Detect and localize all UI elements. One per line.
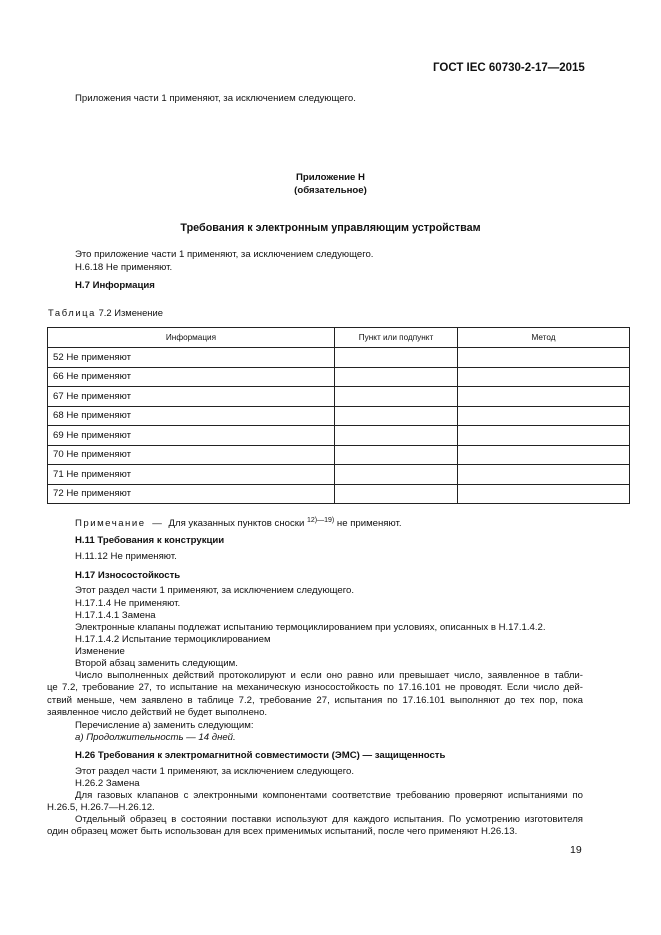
h11-line: Н.11.12 Не применяют. <box>75 551 177 562</box>
h17-line-8: Перечисление a) заменить следующим: <box>75 720 254 731</box>
changes-table <box>47 327 630 504</box>
annex-line-1: Это приложение части 1 применяют, за исключением следующего. <box>75 249 374 260</box>
table-caption-label: Таблица <box>48 307 96 318</box>
table-header-method: Метод <box>458 328 630 348</box>
table-cell-method <box>458 465 630 485</box>
h17-line-6: Изменение <box>75 646 125 657</box>
table-cell-info: 52 Не применяют <box>48 348 335 368</box>
table-cell-clause <box>335 367 458 387</box>
note-tail: не применяют. <box>336 518 402 529</box>
h17-line-4: Электронные клапаны подлежат испытанию термоциклированием при условиях, описанных в Н.17.1.4.2. <box>75 622 546 633</box>
table-row <box>48 406 630 426</box>
table-cell-method <box>458 348 630 368</box>
table-cell-info: 70 Не применяют <box>48 445 335 465</box>
table-header-row <box>48 328 630 348</box>
table-row <box>48 426 630 446</box>
table-cell-info: 71 Не применяют <box>48 465 335 485</box>
note-label: Примечание <box>75 518 146 529</box>
table-cell-clause <box>335 445 458 465</box>
note-dash: — <box>152 518 162 529</box>
table-row <box>48 445 630 465</box>
table-cell-clause <box>335 426 458 446</box>
annex-title: Приложение Н <box>296 172 365 183</box>
annex-line-2: Н.6.18 Не применяют. <box>75 262 173 273</box>
table-header-info: Информация <box>48 328 335 348</box>
h26-paragraph-1 <box>47 790 583 815</box>
h26-paragraph-2 <box>47 814 583 839</box>
table-caption <box>48 307 163 318</box>
intro-text: Приложения части 1 применяют, за исключением следующего. <box>75 93 356 104</box>
h26-para1-line-2: Н.26.5, Н.26.7—Н.26.12. <box>47 802 155 814</box>
table-note <box>75 517 401 529</box>
h17-line-1: Этот раздел части 1 применяют, за исключением следующего. <box>75 585 355 596</box>
table-cell-method <box>458 426 630 446</box>
section-h7-heading: Н.7 Информация <box>75 280 155 291</box>
h17-heading: Н.17 Износостойкость <box>75 570 181 581</box>
h26-para1-line-1: Для газовых клапанов с электронными компонентами соответствие требованию проверяют испытаниями по <box>75 790 583 801</box>
note-text: Для указанных пунктов сноски <box>168 518 305 529</box>
h11-heading: Н.11 Требования к конструкции <box>75 535 225 546</box>
table-cell-clause <box>335 465 458 485</box>
table-cell-info: 68 Не применяют <box>48 406 335 426</box>
table-cell-clause <box>335 387 458 407</box>
annex-heading: Требования к электронным управляющим устройствам <box>180 222 481 234</box>
h17-line-9: а) Продолжительность — 14 дней. <box>75 732 236 743</box>
h17-para-line-1: Число выполненных действий протоколируют и если оно равно или превышает число, заявленное в табли- <box>75 670 583 681</box>
h26-line-2: Н.26.2 Замена <box>75 778 140 789</box>
note-superscript: 12)—19) <box>306 517 335 524</box>
h26-para2-line-2: один образец может быть использован для всех применимых испытаний, после чего применяют Н.26.13. <box>47 826 518 838</box>
h26-heading: Н.26 Требования к электромагнитной совместимости (ЭМС) — защищенность <box>75 750 446 761</box>
h26-line-1: Этот раздел части 1 применяют, за исключением следующего. <box>75 766 355 777</box>
table-cell-method <box>458 406 630 426</box>
table-cell-clause <box>335 406 458 426</box>
table-row <box>48 465 630 485</box>
document-header-standard: ГОСТ IEC 60730-2-17—2015 <box>433 62 585 74</box>
table-cell-info: 69 Не применяют <box>48 426 335 446</box>
table-cell-method <box>458 387 630 407</box>
annex-status: (обязательное) <box>294 185 367 196</box>
h17-line-3: Н.17.1.4.1 Замена <box>75 610 156 621</box>
table-row <box>48 484 630 504</box>
table-cell-method <box>458 445 630 465</box>
h17-paragraph <box>47 670 583 720</box>
h17-line-2: Н.17.1.4 Не применяют. <box>75 598 181 609</box>
table-cell-info: 66 Не применяют <box>48 367 335 387</box>
page-number: 19 <box>570 844 582 856</box>
table-row <box>48 348 630 368</box>
table-cell-method <box>458 484 630 504</box>
table-cell-info: 67 Не применяют <box>48 387 335 407</box>
table-header-clause: Пункт или подпункт <box>335 328 458 348</box>
table-cell-method <box>458 367 630 387</box>
table-cell-clause <box>335 484 458 504</box>
h17-para-line-4: заявленное число действий не будет выполнено. <box>47 707 268 719</box>
h26-para2-line-1: Отдельный образец в состоянии поставки используют для каждого испытания. По усмотрению изготовителя <box>75 814 583 825</box>
table-row <box>48 387 630 407</box>
h17-para-line-3: ствий меньше, чем заявлено в таблице 7.2, требование 27, испытания по 17.16.101 выполняют до тех пор, пока <box>47 694 583 706</box>
h17-para-line-2: це 7.2, требование 27, то испытание на механическую износостойкость по 17.16.101 не проводят. Если число дей- <box>47 682 583 694</box>
table-caption-text: 7.2 Изменение <box>98 307 163 318</box>
h17-line-5: Н.17.1.4.2 Испытание термоциклированием <box>75 634 271 645</box>
table-cell-info: 72 Не применяют <box>48 484 335 504</box>
h17-line-7: Второй абзац заменить следующим. <box>75 658 238 669</box>
table-cell-clause <box>335 348 458 368</box>
table-row <box>48 367 630 387</box>
